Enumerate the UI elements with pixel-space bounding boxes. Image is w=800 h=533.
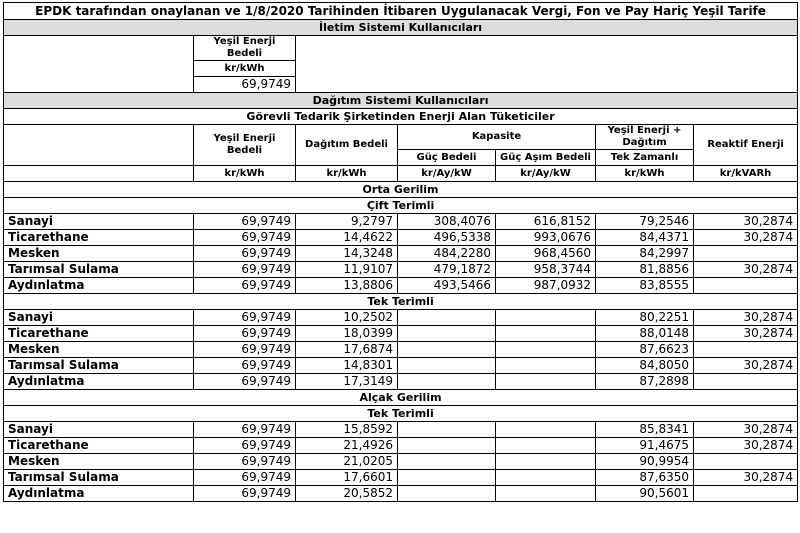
cell-dagitim: 17,6874 — [296, 342, 398, 358]
cell-guc-asim: 616,8152 — [496, 214, 596, 230]
header-yesil: Yeşil Enerji Bedeli — [194, 125, 296, 166]
cell-yesil: 69,9749 — [194, 342, 296, 358]
cell-tek: 84,2997 — [596, 246, 694, 262]
cell-guc-asim — [496, 374, 596, 390]
cell-tek: 87,6350 — [596, 470, 694, 486]
cell-yesil: 69,9749 — [194, 278, 296, 294]
cell-dagitim: 14,3248 — [296, 246, 398, 262]
cell-guc — [398, 438, 496, 454]
cell-guc-asim: 958,3744 — [496, 262, 596, 278]
table-row — [4, 262, 798, 278]
cell-guc-asim — [496, 358, 596, 374]
cell-tek: 91,4675 — [596, 438, 694, 454]
cell-name: Ticarethane — [4, 438, 194, 454]
cell-tek: 85,8341 — [596, 422, 694, 438]
cell-guc: 496,5338 — [398, 230, 496, 246]
section-label: Orta Gerilim — [4, 182, 798, 198]
header-guc: Güç Bedeli — [398, 150, 496, 166]
cell-guc-asim — [496, 422, 596, 438]
iletim-unit: kr/kWh — [194, 61, 296, 77]
unit-cell: kr/Ay/kW — [398, 166, 496, 182]
section-label: Çift Terimli — [4, 198, 798, 214]
cell-tek: 90,9954 — [596, 454, 694, 470]
cell-reaktif: 30,2874 — [694, 326, 798, 342]
cell-guc — [398, 486, 496, 502]
cell-name: Tarımsal Sulama — [4, 262, 194, 278]
header-kapasite: Kapasite — [398, 125, 596, 150]
cell-yesil: 69,9749 — [194, 454, 296, 470]
cell-tek: 80,2251 — [596, 310, 694, 326]
unit-cell: kr/kWh — [596, 166, 694, 182]
cell-guc: 479,1872 — [398, 262, 496, 278]
cell-dagitim: 21,0205 — [296, 454, 398, 470]
cell-guc-asim — [496, 342, 596, 358]
cell-name: Mesken — [4, 342, 194, 358]
cell-reaktif: 30,2874 — [694, 214, 798, 230]
spacer — [296, 36, 798, 93]
cell-dagitim: 17,6601 — [296, 470, 398, 486]
table-row — [4, 342, 798, 358]
cell-guc — [398, 374, 496, 390]
cell-yesil: 69,9749 — [194, 374, 296, 390]
cell-tek: 88,0148 — [596, 326, 694, 342]
section-label: Tek Terimli — [4, 294, 798, 310]
cell-name: Ticarethane — [4, 326, 194, 342]
cell-yesil: 69,9749 — [194, 486, 296, 502]
cell-reaktif — [694, 246, 798, 262]
section-label: Tek Terimli — [4, 406, 798, 422]
cell-dagitim: 17,3149 — [296, 374, 398, 390]
section-label: Alçak Gerilim — [4, 390, 798, 406]
cell-tek: 81,8856 — [596, 262, 694, 278]
dagitim-heading: Dağıtım Sistemi Kullanıcıları — [4, 93, 798, 109]
cell-dagitim: 14,4622 — [296, 230, 398, 246]
iletim-col-label: Yeşil Enerji Bedeli — [194, 36, 296, 61]
header-yesil-dagitim: Yeşil Enerji + Dağıtım — [596, 125, 694, 150]
table-row — [4, 374, 798, 390]
cell-yesil: 69,9749 — [194, 358, 296, 374]
cell-reaktif: 30,2874 — [694, 310, 798, 326]
tariff-table — [3, 2, 798, 502]
cell-name: Sanayi — [4, 310, 194, 326]
cell-tek: 84,4371 — [596, 230, 694, 246]
cell-dagitim: 15,8592 — [296, 422, 398, 438]
table-row — [4, 326, 798, 342]
table-row — [4, 230, 798, 246]
cell-guc-asim — [496, 438, 596, 454]
cell-guc — [398, 342, 496, 358]
cell-reaktif — [694, 374, 798, 390]
cell-name: Aydınlatma — [4, 278, 194, 294]
cell-guc — [398, 454, 496, 470]
iletim-heading: İletim Sistemi Kullanıcıları — [4, 20, 798, 36]
table-row — [4, 246, 798, 262]
cell-name: Sanayi — [4, 214, 194, 230]
header-dagitim: Dağıtım Bedeli — [296, 125, 398, 166]
iletim-value: 69,9749 — [194, 77, 296, 93]
cell-dagitim: 11,9107 — [296, 262, 398, 278]
table-row — [4, 358, 798, 374]
unit-blank — [4, 166, 194, 182]
page-title: EPDK tarafından onaylanan ve 1/8/2020 Tarihinden İtibaren Uygulanacak Vergi, Fon ve Pay Hariç Yeşil Tarife — [4, 3, 798, 20]
table-row — [4, 454, 798, 470]
cell-tek: 87,2898 — [596, 374, 694, 390]
cell-guc — [398, 310, 496, 326]
cell-name: Mesken — [4, 246, 194, 262]
cell-reaktif — [694, 454, 798, 470]
cell-guc-asim — [496, 454, 596, 470]
table-row — [4, 214, 798, 230]
unit-cell: kr/Ay/kW — [496, 166, 596, 182]
cell-guc-asim: 968,4560 — [496, 246, 596, 262]
cell-yesil: 69,9749 — [194, 422, 296, 438]
cell-dagitim: 21,4926 — [296, 438, 398, 454]
cell-name: Tarımsal Sulama — [4, 470, 194, 486]
cell-yesil: 69,9749 — [194, 438, 296, 454]
cell-tek: 84,8050 — [596, 358, 694, 374]
cell-guc-asim — [496, 326, 596, 342]
cell-guc-asim — [496, 486, 596, 502]
unit-cell: kr/kWh — [194, 166, 296, 182]
header-blank — [4, 125, 194, 166]
spacer — [4, 36, 194, 93]
cell-tek: 79,2546 — [596, 214, 694, 230]
cell-reaktif — [694, 342, 798, 358]
cell-guc — [398, 470, 496, 486]
cell-reaktif: 30,2874 — [694, 230, 798, 246]
cell-name: Aydınlatma — [4, 374, 194, 390]
cell-yesil: 69,9749 — [194, 310, 296, 326]
unit-cell: kr/kVARh — [694, 166, 798, 182]
header-guc-asim: Güç Aşım Bedeli — [496, 150, 596, 166]
cell-dagitim: 10,2502 — [296, 310, 398, 326]
unit-cell: kr/kWh — [296, 166, 398, 182]
dagitim-subheading: Görevli Tedarik Şirketinden Enerji Alan Tüketiciler — [4, 109, 798, 125]
cell-guc — [398, 358, 496, 374]
header-tek-zamanli: Tek Zamanlı — [596, 150, 694, 166]
table-row — [4, 278, 798, 294]
table-row — [4, 422, 798, 438]
cell-reaktif: 30,2874 — [694, 358, 798, 374]
cell-tek: 83,8555 — [596, 278, 694, 294]
cell-dagitim: 20,5852 — [296, 486, 398, 502]
cell-guc — [398, 326, 496, 342]
table-row — [4, 310, 798, 326]
cell-name: Mesken — [4, 454, 194, 470]
cell-name: Aydınlatma — [4, 486, 194, 502]
cell-guc-asim: 987,0932 — [496, 278, 596, 294]
cell-reaktif: 30,2874 — [694, 262, 798, 278]
cell-yesil: 69,9749 — [194, 246, 296, 262]
cell-yesil: 69,9749 — [194, 326, 296, 342]
cell-guc-asim — [496, 310, 596, 326]
cell-dagitim: 13,8806 — [296, 278, 398, 294]
cell-tek: 87,6623 — [596, 342, 694, 358]
cell-guc-asim — [496, 470, 596, 486]
cell-tek: 90,5601 — [596, 486, 694, 502]
cell-dagitim: 14,8301 — [296, 358, 398, 374]
cell-reaktif: 30,2874 — [694, 470, 798, 486]
cell-reaktif: 30,2874 — [694, 438, 798, 454]
cell-yesil: 69,9749 — [194, 230, 296, 246]
cell-yesil: 69,9749 — [194, 262, 296, 278]
table-row — [4, 470, 798, 486]
cell-dagitim: 18,0399 — [296, 326, 398, 342]
cell-name: Ticarethane — [4, 230, 194, 246]
cell-guc — [398, 422, 496, 438]
cell-yesil: 69,9749 — [194, 214, 296, 230]
cell-guc: 493,5466 — [398, 278, 496, 294]
cell-reaktif — [694, 486, 798, 502]
cell-name: Sanayi — [4, 422, 194, 438]
cell-name: Tarımsal Sulama — [4, 358, 194, 374]
cell-guc: 308,4076 — [398, 214, 496, 230]
cell-yesil: 69,9749 — [194, 470, 296, 486]
table-row — [4, 486, 798, 502]
table-row — [4, 438, 798, 454]
cell-dagitim: 9,2797 — [296, 214, 398, 230]
cell-guc: 484,2280 — [398, 246, 496, 262]
cell-reaktif: 30,2874 — [694, 422, 798, 438]
header-reaktif: Reaktif Enerji — [694, 125, 798, 166]
cell-guc-asim: 993,0676 — [496, 230, 596, 246]
cell-reaktif — [694, 278, 798, 294]
